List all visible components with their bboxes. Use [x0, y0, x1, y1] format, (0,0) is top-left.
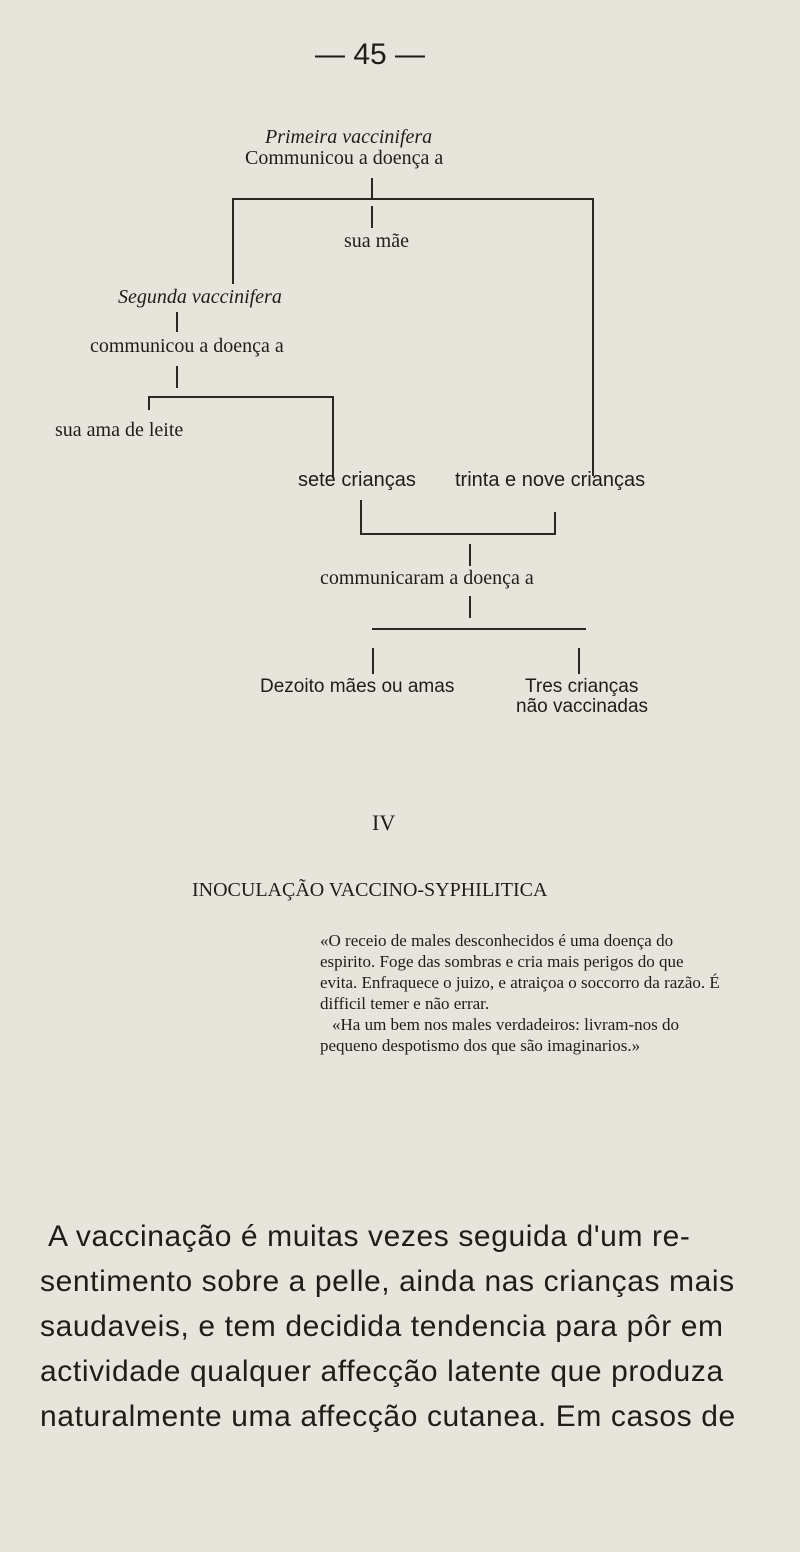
unvaccinated-label: não vaccinadas — [516, 696, 649, 717]
seven-children-label: sete crianças — [298, 469, 416, 491]
eighteen-mothers-label: Dezoito mães ou amas — [260, 676, 455, 697]
epigraph-paragraph: «Ha um bem nos males verdadeiros: livram-nos do pequeno despotismo dos que são imaginarios.» — [320, 1015, 680, 1055]
connector-line — [360, 533, 556, 535]
section-heading: INOCULAÇÃO VACCINO-SYPHILITICA — [192, 879, 548, 901]
connector-line — [232, 198, 234, 284]
connector-line — [176, 366, 178, 388]
connector-line — [371, 178, 373, 200]
connector-line — [360, 500, 362, 534]
connector-line — [469, 544, 471, 566]
first-action-label: Communicou a doença a — [245, 147, 444, 169]
body-line: naturalmente uma affecção cutanea. Em casos de — [40, 1400, 736, 1433]
section-numeral: IV — [372, 810, 396, 835]
connector-line — [372, 628, 586, 630]
connector-line — [148, 396, 334, 398]
connector-line — [232, 198, 594, 200]
connector-line — [469, 596, 471, 618]
body-line: actividade qualquer affecção latente que produza — [40, 1355, 724, 1388]
three-children-label: Tres crianças — [525, 676, 639, 697]
body-line: A vaccinação é muitas vezes seguida d'um re- — [48, 1220, 691, 1253]
thirty-nine-children-label: trinta e nove crianças — [455, 469, 646, 491]
body-line: saudaveis, e tem decidida tendencia para pôr em — [40, 1310, 724, 1343]
connector-line — [148, 396, 150, 410]
connector-line — [371, 206, 373, 228]
connector-line — [176, 312, 178, 332]
wet-nurse-label: sua ama de leite — [55, 419, 184, 441]
connector-line — [578, 648, 580, 674]
second-vaccinifer-label: Segunda vaccinifera — [118, 286, 282, 308]
epigraph — [320, 930, 720, 1056]
epigraph-paragraph: «O receio de males desconhecidos é uma doença do espirito. Foge das sombras e cria mais perigos do que evita. Enfraquece o juizo, e atraiçoa o soccorro da razão. É difficil temer e não errar. — [320, 931, 720, 1013]
connector-line — [332, 396, 334, 478]
connector-line — [592, 198, 594, 476]
body-line: sentimento sobre a pelle, ainda nas crianças mais — [40, 1265, 735, 1298]
connector-line — [372, 648, 374, 674]
page-number: — 45 — — [315, 38, 426, 71]
connector-line — [554, 512, 556, 534]
first-vaccinifer-label: Primeira vaccinifera — [265, 126, 433, 148]
mother-label: sua mãe — [344, 230, 409, 252]
they-action-label: communicaram a doença a — [320, 567, 534, 589]
second-action-label: communicou a doença a — [90, 335, 284, 357]
